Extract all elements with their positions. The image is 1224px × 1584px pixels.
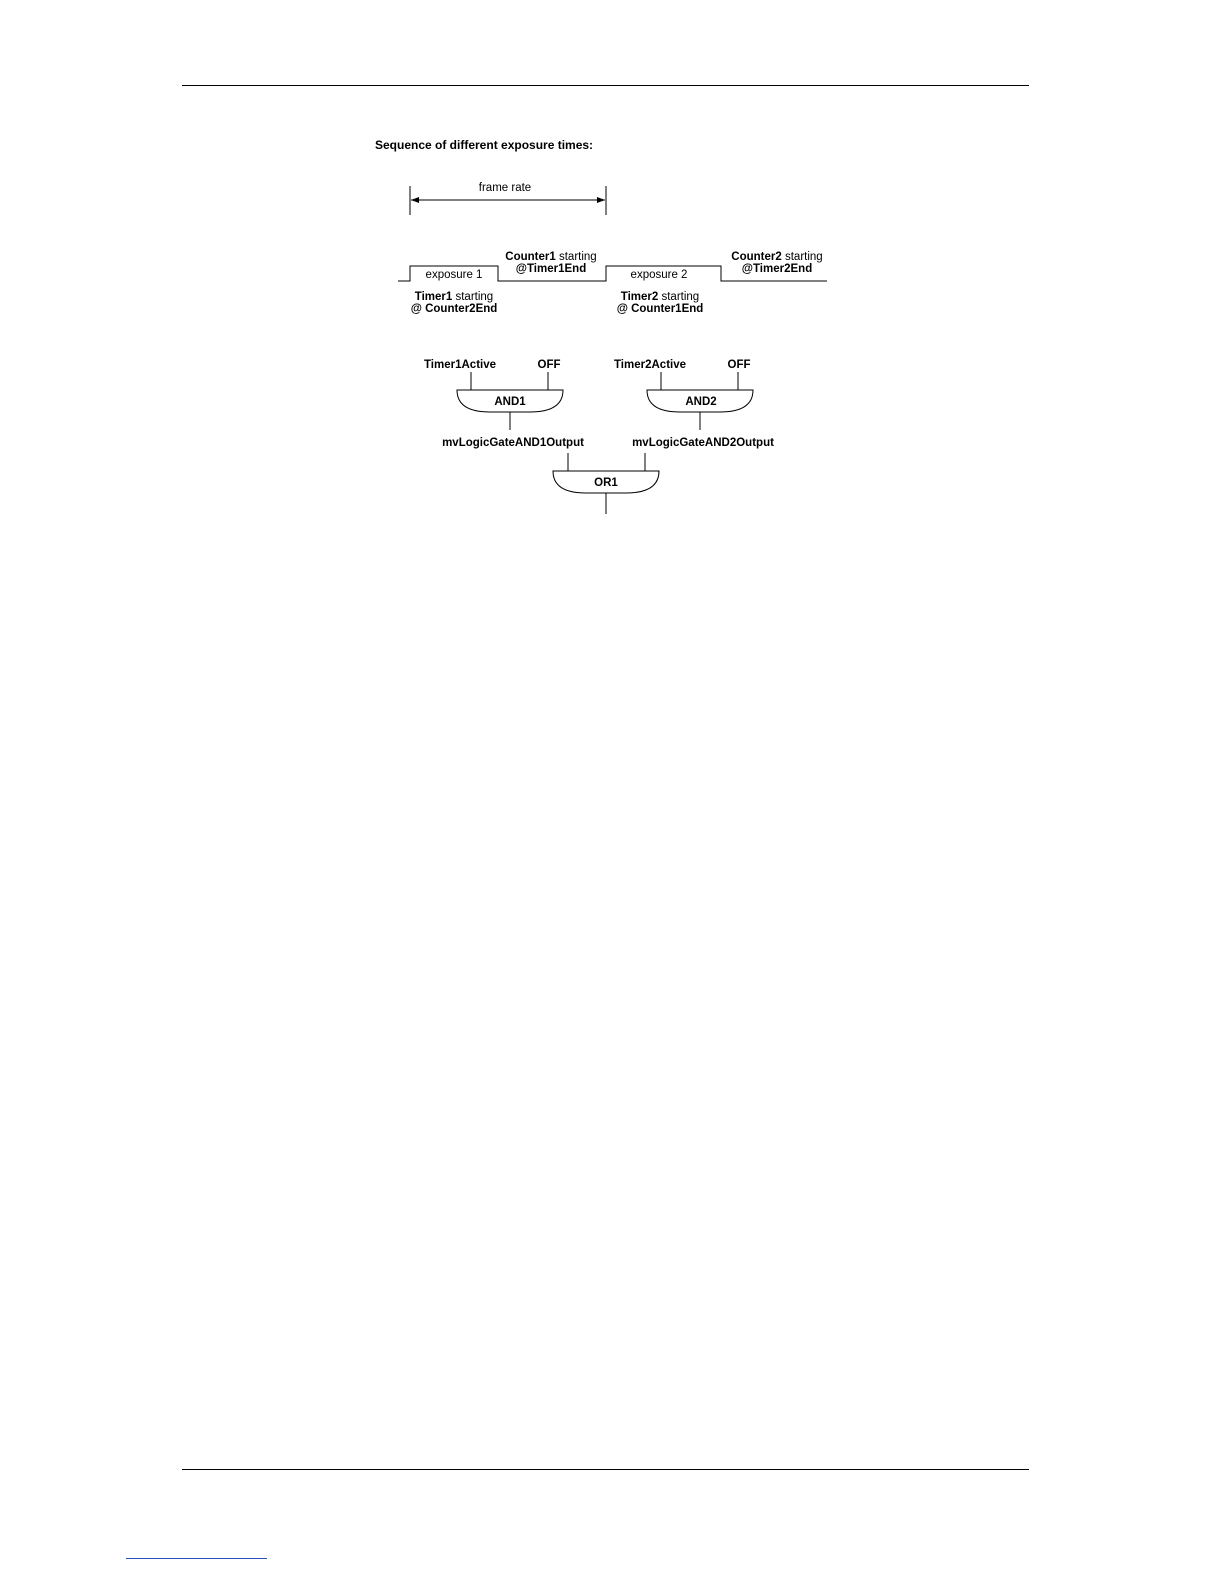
or1-gate-label: OR1 xyxy=(594,477,618,489)
timer1-name: Timer1 xyxy=(414,291,453,303)
timer1-event: @ Counter2End xyxy=(410,303,498,315)
exposure-1-label: exposure 1 xyxy=(425,269,483,281)
and1-gate-label: AND1 xyxy=(494,396,526,408)
and2-input-a-label: Timer2Active xyxy=(613,359,687,371)
or1-gate-group xyxy=(553,453,659,514)
and2-output-label: mvLogicGateAND2Output xyxy=(632,437,774,449)
and2-input-b-label: OFF xyxy=(727,359,751,371)
frame-rate-dimension xyxy=(410,182,606,215)
timer2-event: @ Counter1End xyxy=(616,303,704,315)
footer-rule xyxy=(182,1469,1029,1470)
and1-output-label: mvLogicGateAND1Output xyxy=(442,437,584,449)
exposure-2-label: exposure 2 xyxy=(630,269,688,281)
and1-input-b-label: OFF xyxy=(537,359,561,371)
and1-input-a-label: Timer1Active xyxy=(423,359,497,371)
diagram-title: Sequence of different exposure times: xyxy=(375,138,594,152)
exposure-sequence-diagram xyxy=(0,0,1224,600)
frame-rate-label: frame rate xyxy=(478,182,532,194)
counter2-event: @Timer2End xyxy=(741,263,813,275)
timer1-annotation xyxy=(415,291,493,303)
counter1-annotation xyxy=(505,251,596,263)
counter1-event: @Timer1End xyxy=(515,263,587,275)
footer-link-underline[interactable] xyxy=(126,1558,267,1559)
counter1-name: Counter1 xyxy=(505,251,556,263)
counter2-name: Counter2 xyxy=(731,251,782,263)
timer2-name: Timer2 xyxy=(620,291,659,303)
timer1-starting: starting xyxy=(452,291,494,303)
counter2-starting: starting xyxy=(781,251,823,263)
and1-gate-group xyxy=(424,359,584,449)
counter2-annotation xyxy=(731,251,822,263)
and2-gate-group xyxy=(614,359,774,449)
timer2-starting: starting xyxy=(658,291,700,303)
counter1-starting: starting xyxy=(555,251,597,263)
and2-gate-label: AND2 xyxy=(685,396,717,408)
timer2-annotation xyxy=(621,291,699,303)
